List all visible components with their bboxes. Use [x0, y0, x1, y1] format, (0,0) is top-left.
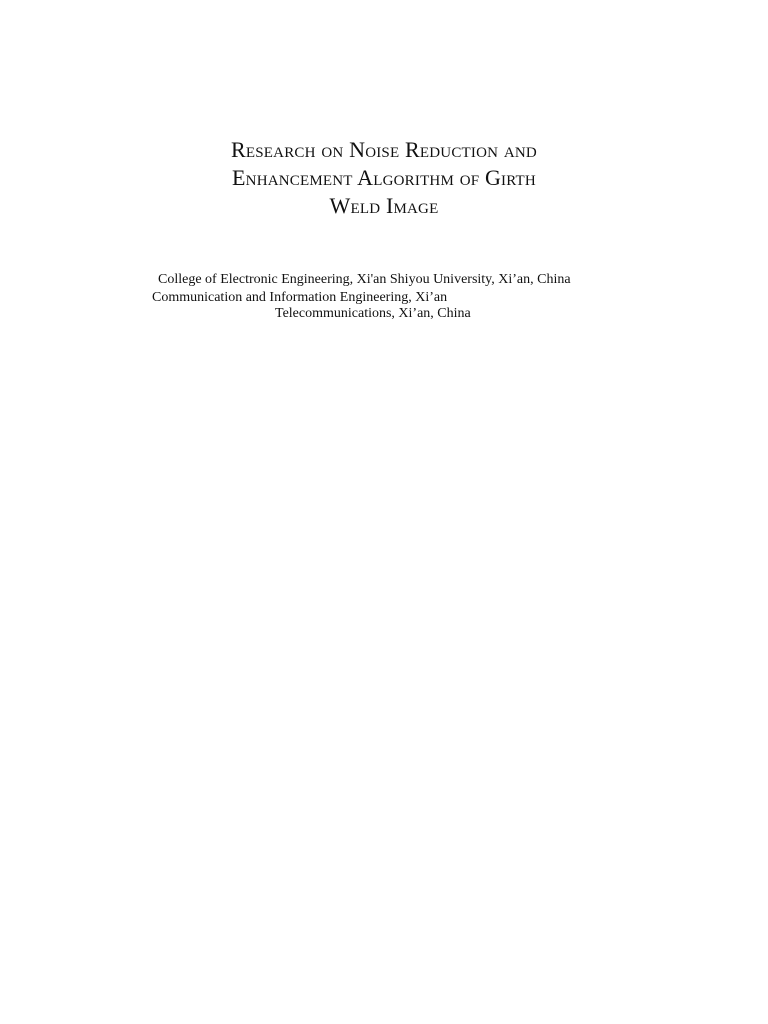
affiliation-line-1: College of Electronic Engineering, Xi'an Shiyou University, Xi’an, China [158, 272, 571, 287]
affiliation-line-3: Telecommunications, Xi’an, China [275, 306, 471, 321]
title-line-1: Research on Noise Reduction and [231, 137, 537, 162]
title-line-3: Weld Image [329, 193, 439, 218]
affiliation-line-2: Communication and Information Engineering, Xi’an [152, 290, 448, 305]
paper-title [0, 136, 768, 220]
title-line-2: Enhancement Algorithm of Girth [232, 165, 536, 190]
